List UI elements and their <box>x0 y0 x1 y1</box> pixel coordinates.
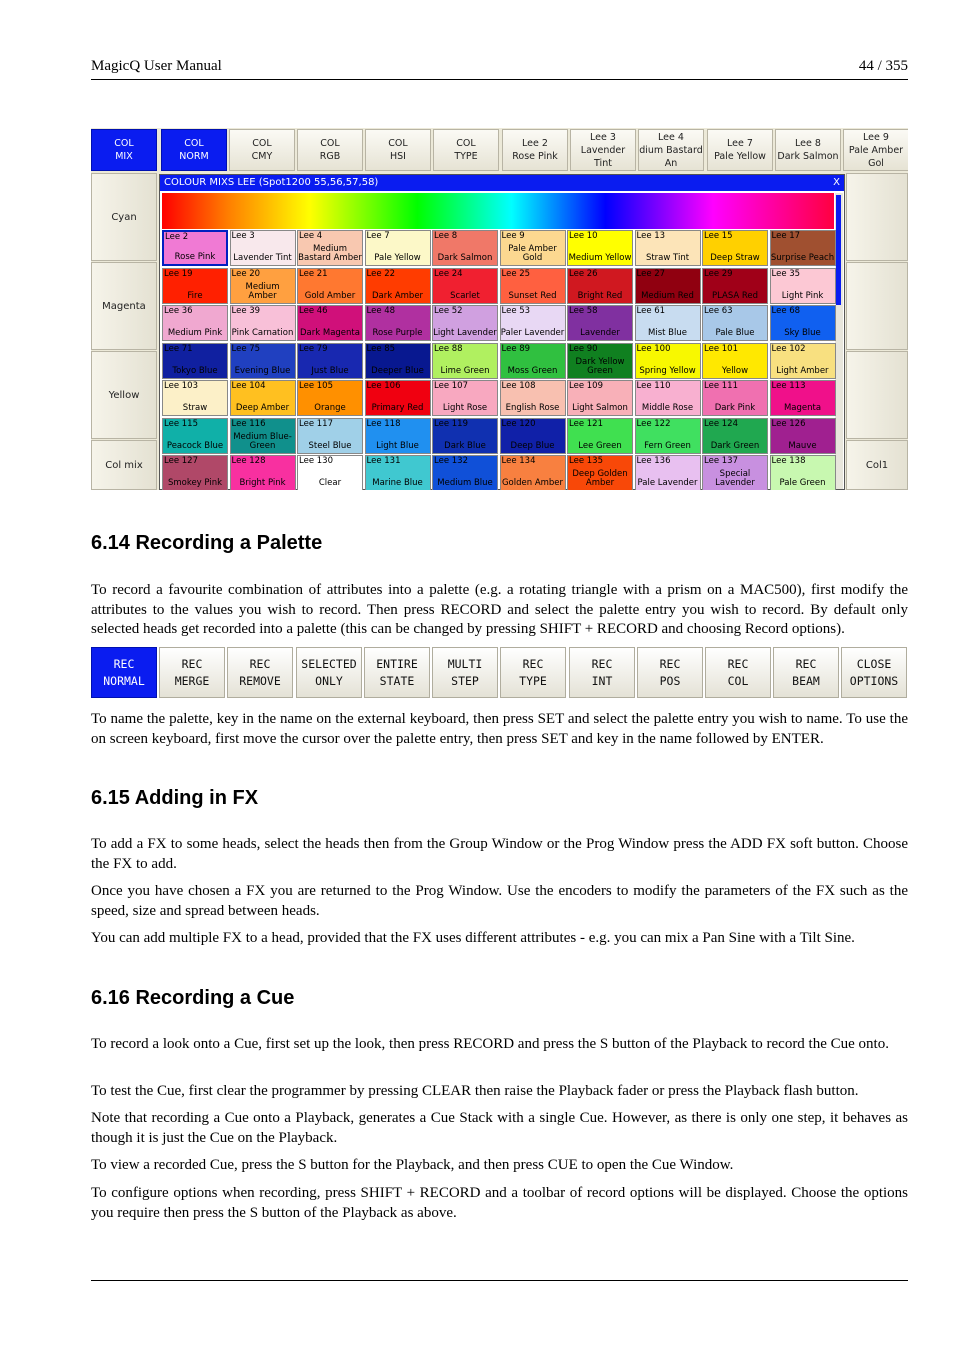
palette-name: Peacock Blue <box>166 440 224 451</box>
palette-number: Lee 4 <box>299 231 323 241</box>
palette-name: Scarlet <box>450 290 480 301</box>
record-option-button[interactable]: SELECTED ONLY <box>296 647 362 698</box>
section-heading-recording-cue: 6.16 Recording a Cue <box>91 987 295 1009</box>
side-button-right-1[interactable] <box>846 173 908 261</box>
palette-name: Mauve <box>788 440 817 451</box>
palette-name: Lee Green <box>578 440 622 451</box>
palette-name: Pale Lavender <box>637 478 698 488</box>
palette-name: Spring Yellow <box>639 365 696 376</box>
palette-name: Golden Amber <box>501 478 564 488</box>
palette-name: Dark Green <box>710 440 760 451</box>
palette-number: Lee 39 <box>231 306 261 316</box>
palette-cell[interactable] <box>770 380 836 416</box>
palette-cell[interactable] <box>162 305 228 341</box>
palette-name: Orange <box>314 403 346 413</box>
section-heading-recording-palette: 6.14 Recording a Palette <box>91 532 323 554</box>
colour-mix-screenshot <box>91 128 908 490</box>
palette-cell[interactable] <box>500 380 566 416</box>
palette-number: Lee 88 <box>434 343 463 354</box>
side-button-col1[interactable]: Col1 <box>846 440 908 490</box>
toolbar-button[interactable]: COL HSI <box>365 129 431 171</box>
window-scrollbar[interactable] <box>835 193 843 489</box>
paragraph: To record a favourite combination of attributes into a palette (e.g. a rotating triangle with a prism on a MAC500), first modify the attributes to the values you wish to record. Then press RECORD and select the palette entry you wish to record. By default only selected heads get recorded into a palette (this can be changed by pressing SHIFT + RECORD and choosing Record options). <box>91 582 908 637</box>
palette-cell[interactable] <box>500 268 566 304</box>
palette-cell[interactable] <box>567 380 633 416</box>
palette-cell[interactable] <box>365 305 431 341</box>
palette-number: Lee 122 <box>636 418 671 429</box>
palette-number: Lee 120 <box>501 418 536 429</box>
palette-cell[interactable] <box>230 418 296 454</box>
palette-name: Pale Blue <box>715 328 755 338</box>
toolbar-button[interactable]: COL RGB <box>297 129 363 171</box>
palette-cell[interactable] <box>365 230 431 266</box>
palette-number: Lee 68 <box>771 306 801 316</box>
palette-number: Lee 134 <box>501 456 536 466</box>
colour-toolbar <box>91 128 908 172</box>
palette-number: Lee 7 <box>366 231 390 241</box>
palette-cell[interactable] <box>702 380 768 416</box>
palette-name: Rose Purple <box>372 328 423 338</box>
paragraph: Once you have chosen a FX you are returned to the Prog Window. Use the encoders to modify the parameters of the FX such as the speed, size and spread between heads. <box>91 883 908 919</box>
palette-cell[interactable] <box>500 418 566 454</box>
side-button-cyan[interactable]: Cyan <box>91 173 157 261</box>
paragraph: To test the Cue, first clear the programmer by pressing CLEAR then raise the Playback fader or press the Playback flash button. <box>91 1083 859 1099</box>
toolbar-button[interactable]: COL TYPE <box>433 129 499 171</box>
palette-name: Marine Blue <box>372 478 423 488</box>
palette-number: Lee 13 <box>636 231 666 241</box>
palette-cell[interactable] <box>230 343 296 379</box>
palette-name: Medium Yellow <box>568 253 632 263</box>
palette-cell[interactable] <box>162 230 228 266</box>
palette-cell[interactable] <box>702 455 768 490</box>
palette-cell[interactable] <box>635 268 701 304</box>
paragraph: To record a look onto a Cue, first set up the look, then press RECORD and press the S button of the Playback to record the Cue onto. <box>91 1036 889 1052</box>
window-title: COLOUR MIXS LEE (Spot1200 55,56,57,58) <box>160 175 844 191</box>
palette-cell[interactable] <box>770 230 836 266</box>
palette-name: Pale Amber Gold <box>508 244 557 263</box>
palette-cell[interactable] <box>432 305 498 341</box>
palette-number: Lee 135 <box>569 456 603 466</box>
toolbar-button[interactable]: COL NORM <box>161 129 227 171</box>
palette-cell[interactable] <box>162 343 228 379</box>
record-options-toolbar <box>91 647 908 699</box>
palette-number: Lee 108 <box>501 381 536 391</box>
paragraph: Note that recording a Cue onto a Playback, generates a Cue Stack with a single Cue. However, as there is only one step, it behaves as though it is just the Cue on the Playback. <box>91 1110 908 1146</box>
palette-number: Lee 90 <box>569 343 598 354</box>
toolbar-button[interactable]: Lee 7 Pale Yellow <box>707 129 773 171</box>
palette-number: Lee 101 <box>704 343 738 354</box>
palette-number: Lee 138 <box>771 456 806 466</box>
palette-number: Lee 104 <box>231 381 266 391</box>
palette-cell[interactable] <box>770 455 836 490</box>
palette-name: Special Lavender <box>715 469 755 488</box>
palette-name: Light Salmon <box>572 403 628 413</box>
palette-cell[interactable] <box>297 455 363 490</box>
palette-cell[interactable] <box>297 305 363 341</box>
palette-cell[interactable] <box>770 268 836 304</box>
side-button-right-3[interactable] <box>846 351 908 439</box>
palette-name: Paler Lavender <box>500 328 565 338</box>
palette-number: Lee 36 <box>164 306 193 316</box>
palette-number: Lee 29 <box>704 268 733 279</box>
palette-number: Lee 115 <box>164 418 198 429</box>
palette-name: Moss Green <box>507 365 558 376</box>
palette-name: Medium Amber <box>245 281 280 301</box>
palette-name: Surprise Peach <box>770 253 835 263</box>
palette-number: Lee 132 <box>434 456 468 466</box>
palette-number: Lee 110 <box>636 381 671 391</box>
side-button-yellow[interactable]: Yellow <box>91 351 157 439</box>
palette-name: Light Lavender <box>433 328 497 338</box>
palette-name: Evening Blue <box>234 365 291 376</box>
palette-name: Steel Blue <box>308 440 352 451</box>
record-option-button[interactable]: CLOSE OPTIONS <box>841 647 907 698</box>
palette-number: Lee 116 <box>231 418 266 429</box>
palette-number: Lee 124 <box>704 418 738 429</box>
palette-number: Lee 46 <box>299 306 328 316</box>
record-option-button[interactable]: REC REMOVE <box>227 647 293 698</box>
palette-number: Lee 102 <box>771 343 806 354</box>
toolbar-button[interactable]: COL MIX <box>91 129 157 171</box>
side-button-col-mix[interactable]: Col mix <box>91 440 157 490</box>
palette-number: Lee 48 <box>366 306 396 316</box>
palette-name: Tokyo Blue <box>172 365 218 376</box>
palette-cell[interactable] <box>432 455 498 490</box>
palette-number: Lee 17 <box>771 231 801 241</box>
palette-number: Lee 10 <box>569 231 598 241</box>
palette-cell[interactable] <box>162 418 228 454</box>
palette-number: Lee 9 <box>501 231 525 241</box>
record-option-button[interactable]: REC MERGE <box>159 647 225 698</box>
palette-number: Lee 63 <box>704 306 733 316</box>
palette-number: Lee 25 <box>501 268 531 279</box>
palette-cell[interactable] <box>500 305 566 341</box>
palette-number: Lee 119 <box>434 418 468 429</box>
palette-cell[interactable] <box>702 268 768 304</box>
palette-cell[interactable] <box>500 455 566 490</box>
palette-name: Clear <box>318 478 342 488</box>
palette-number: Lee 15 <box>704 231 733 241</box>
palette-name: Deeper Blue <box>371 365 424 376</box>
side-button-right-2[interactable] <box>846 262 908 350</box>
palette-cell[interactable] <box>702 230 768 266</box>
palette-name: Light Amber <box>776 365 829 376</box>
palette-number: Lee 2 <box>165 232 189 242</box>
palette-number: Lee 106 <box>366 381 401 391</box>
toolbar-button[interactable]: Lee 4 dium Bastard An <box>638 129 704 171</box>
palette-name: Deep Amber <box>235 403 290 413</box>
record-option-button[interactable]: REC BEAM <box>773 647 839 698</box>
palette-cell[interactable] <box>230 455 296 490</box>
header-rule <box>91 79 908 80</box>
palette-cell[interactable] <box>230 305 296 341</box>
palette-name: Bright Red <box>577 290 623 301</box>
palette-number: Lee 136 <box>636 456 671 466</box>
manual-title: MagicQ User Manual <box>91 58 222 74</box>
close-icon[interactable]: X <box>833 177 840 188</box>
palette-number: Lee 100 <box>636 343 671 354</box>
palette-number: Lee 22 <box>366 268 396 279</box>
palette-number: Lee 21 <box>299 268 328 279</box>
palette-name: Medium Red <box>641 290 694 301</box>
palette-cell[interactable] <box>230 268 296 304</box>
palette-cell[interactable] <box>432 343 498 379</box>
palette-cell[interactable] <box>432 380 498 416</box>
palette-number: Lee 61 <box>636 306 666 316</box>
palette-name: Light Blue <box>376 440 419 451</box>
palette-number: Lee 111 <box>704 381 738 391</box>
palette-name: Deep Golden Amber <box>572 469 628 488</box>
palette-name: Lime Green <box>440 365 490 376</box>
palette-name: Magenta <box>783 403 822 413</box>
toolbar-button[interactable]: Lee 3 Lavender Tint <box>570 129 636 171</box>
palette-name: Fern Green <box>644 440 691 451</box>
palette-name: Pale Green <box>779 478 826 488</box>
palette-cell[interactable] <box>702 305 768 341</box>
palette-name: Dark Magenta <box>300 328 360 338</box>
palette-cell[interactable] <box>230 380 296 416</box>
palette-name: Deep Blue <box>510 440 555 451</box>
palette-name: Medium Blue <box>437 478 493 488</box>
palette-cell[interactable] <box>635 230 701 266</box>
palette-cell[interactable] <box>500 230 566 266</box>
palette-cell[interactable] <box>432 230 498 266</box>
palette-name: Dark Blue <box>444 440 486 451</box>
palette-name: Light Rose <box>442 403 488 413</box>
palette-name: PLASA Red <box>711 290 759 301</box>
palette-name: Mist Blue <box>648 328 687 338</box>
palette-name: Dark Salmon <box>437 253 493 263</box>
palette-number: Lee 103 <box>164 381 198 391</box>
palette-name: Lavender Tint <box>233 253 292 263</box>
palette-cell[interactable] <box>297 418 363 454</box>
palette-number: Lee 130 <box>299 456 333 466</box>
side-button-magenta[interactable]: Magenta <box>91 262 157 350</box>
colour-spectrum-picker[interactable] <box>162 193 834 229</box>
palette-cell[interactable] <box>770 343 836 379</box>
palette-name: Yellow <box>721 365 749 376</box>
palette-cell[interactable] <box>770 305 836 341</box>
palette-cell[interactable] <box>432 418 498 454</box>
palette-name: Light Pink <box>781 290 824 301</box>
palette-number: Lee 137 <box>704 456 738 466</box>
palette-name: Fire <box>187 290 203 301</box>
palette-number: Lee 27 <box>636 268 666 279</box>
record-option-button[interactable]: REC POS <box>637 647 703 698</box>
palette-number: Lee 127 <box>164 456 198 466</box>
palette-cell[interactable] <box>567 268 633 304</box>
palette-cell[interactable] <box>365 418 431 454</box>
palette-name: Medium Pink <box>167 328 223 338</box>
palette-cell[interactable] <box>365 343 431 379</box>
palette-cell[interactable] <box>635 418 701 454</box>
section-heading-adding-fx: 6.15 Adding in FX <box>91 787 259 809</box>
record-option-button[interactable]: REC NORMAL <box>91 647 157 698</box>
palette-number: Lee 117 <box>299 418 333 429</box>
palette-name: Rose Pink <box>174 252 216 262</box>
palette-number: Lee 118 <box>366 418 401 429</box>
paragraph: To name the palette, key in the name on the external keyboard, then press SET and select the palette entry you wish to name. To use the on screen keyboard, first move the cursor over the palette entry, then press SET and key in the name followed by ENTER. <box>91 711 908 747</box>
palette-number: Lee 105 <box>299 381 333 391</box>
palette-cell[interactable] <box>365 455 431 490</box>
palette-name: Straw <box>182 403 208 413</box>
palette-name: Sunset Red <box>508 290 557 301</box>
footer-rule <box>91 1280 908 1281</box>
palette-cell[interactable] <box>432 268 498 304</box>
palette-cell[interactable] <box>567 230 633 266</box>
palette-name: Sky Blue <box>784 328 821 338</box>
palette-number: Lee 3 <box>231 231 255 241</box>
palette-number: Lee 89 <box>501 343 531 354</box>
palette-name: Deep Straw <box>710 253 760 263</box>
palette-number: Lee 8 <box>434 231 458 241</box>
palette-name: English Rose <box>505 403 560 413</box>
palette-number: Lee 113 <box>771 381 806 391</box>
record-option-button[interactable]: REC INT <box>569 647 635 698</box>
toolbar-button[interactable]: Lee 2 Rose Pink <box>502 129 568 171</box>
palette-number: Lee 79 <box>299 343 328 354</box>
paragraph: You can add multiple FX to a head, provided that the FX uses different attributes - e.g. you can mix a Pan Sine with a Tilt Sine. <box>91 930 855 946</box>
palette-cell[interactable] <box>635 380 701 416</box>
palette-name: Pink Carnation <box>231 328 294 338</box>
palette-number: Lee 20 <box>231 268 261 279</box>
palette-cell[interactable] <box>297 230 363 266</box>
palette-number: Lee 26 <box>569 268 598 279</box>
paragraph: To configure options when recording, press SHIFT + RECORD and a toolbar of record options will be displayed. Choose the options you require then press the S button of the Playback as above. <box>91 1185 908 1221</box>
palette-number: Lee 109 <box>569 381 603 391</box>
colour-mix-window <box>159 174 845 490</box>
palette-name: Bright Pink <box>239 478 286 488</box>
palette-number: Lee 52 <box>434 306 463 316</box>
palette-cell[interactable] <box>567 305 633 341</box>
palette-number: Lee 71 <box>164 343 193 354</box>
palette-number: Lee 126 <box>771 418 806 429</box>
toolbar-button[interactable]: COL CMY <box>229 129 295 171</box>
palette-name: Middle Rose <box>641 403 694 413</box>
palette-number: Lee 121 <box>569 418 603 429</box>
palette-number: Lee 131 <box>366 456 401 466</box>
palette-cell[interactable] <box>567 418 633 454</box>
scrollbar-thumb[interactable] <box>836 195 841 305</box>
record-option-button[interactable]: ENTIRE STATE <box>364 647 430 698</box>
palette-name: Dark Amber <box>371 290 424 301</box>
palette-cell[interactable] <box>635 305 701 341</box>
palette-number: Lee 53 <box>501 306 531 316</box>
palette-cell[interactable] <box>500 343 566 379</box>
palette-number: Lee 85 <box>366 343 396 354</box>
palette-name: Primary Red <box>371 403 424 413</box>
palette-cell[interactable] <box>770 418 836 454</box>
palette-name: Lavender <box>580 328 620 338</box>
palette-name: Medium Blue-Green <box>233 431 292 451</box>
toolbar-button[interactable]: Lee 9 Pale Amber Gol <box>843 129 908 171</box>
record-option-button[interactable]: MULTI STEP <box>432 647 498 698</box>
palette-cell[interactable] <box>635 343 701 379</box>
palette-cell[interactable] <box>297 343 363 379</box>
palette-cell[interactable] <box>297 380 363 416</box>
palette-name: Smokey Pink <box>167 478 223 488</box>
palette-name: Pale Yellow <box>374 253 421 263</box>
palette-cell[interactable] <box>230 230 296 266</box>
palette-name: Just Blue <box>311 365 349 376</box>
palette-name: Medium Bastard Amber <box>298 244 362 263</box>
palette-cell[interactable] <box>297 268 363 304</box>
paragraph: To view a recorded Cue, press the S button for the Playback, and then press CUE to open the Cue Window. <box>91 1157 734 1173</box>
palette-cell[interactable] <box>365 380 431 416</box>
page-number: 44 / 355 <box>858 58 908 74</box>
palette-number: Lee 24 <box>434 268 463 279</box>
toolbar-button[interactable]: Lee 8 Dark Salmon <box>775 129 841 171</box>
palette-cell[interactable] <box>162 455 228 490</box>
palette-name: Dark Pink <box>714 403 756 413</box>
palette-number: Lee 128 <box>231 456 266 466</box>
palette-cell[interactable] <box>567 343 633 379</box>
palette-cell[interactable] <box>162 268 228 304</box>
palette-cell[interactable] <box>162 380 228 416</box>
palette-number: Lee 35 <box>771 268 801 279</box>
paragraph: To add a FX to some heads, select the heads then from the Group Window or the Prog Window press the ADD FX soft button. Choose the FX to add. <box>91 836 908 872</box>
palette-name: Straw Tint <box>645 253 690 263</box>
palette-cell[interactable] <box>702 343 768 379</box>
palette-grid <box>162 230 834 490</box>
palette-name: Dark Yellow Green <box>575 356 625 376</box>
palette-number: Lee 58 <box>569 306 598 316</box>
palette-name: Gold Amber <box>304 290 356 301</box>
record-option-button[interactable]: REC TYPE <box>500 647 566 698</box>
palette-cell[interactable] <box>635 455 701 490</box>
palette-cell[interactable] <box>702 418 768 454</box>
palette-cell[interactable] <box>365 268 431 304</box>
record-option-button[interactable]: REC COL <box>705 647 771 698</box>
palette-cell[interactable] <box>567 455 633 490</box>
palette-number: Lee 75 <box>231 343 261 354</box>
palette-number: Lee 19 <box>164 268 193 279</box>
palette-number: Lee 107 <box>434 381 468 391</box>
